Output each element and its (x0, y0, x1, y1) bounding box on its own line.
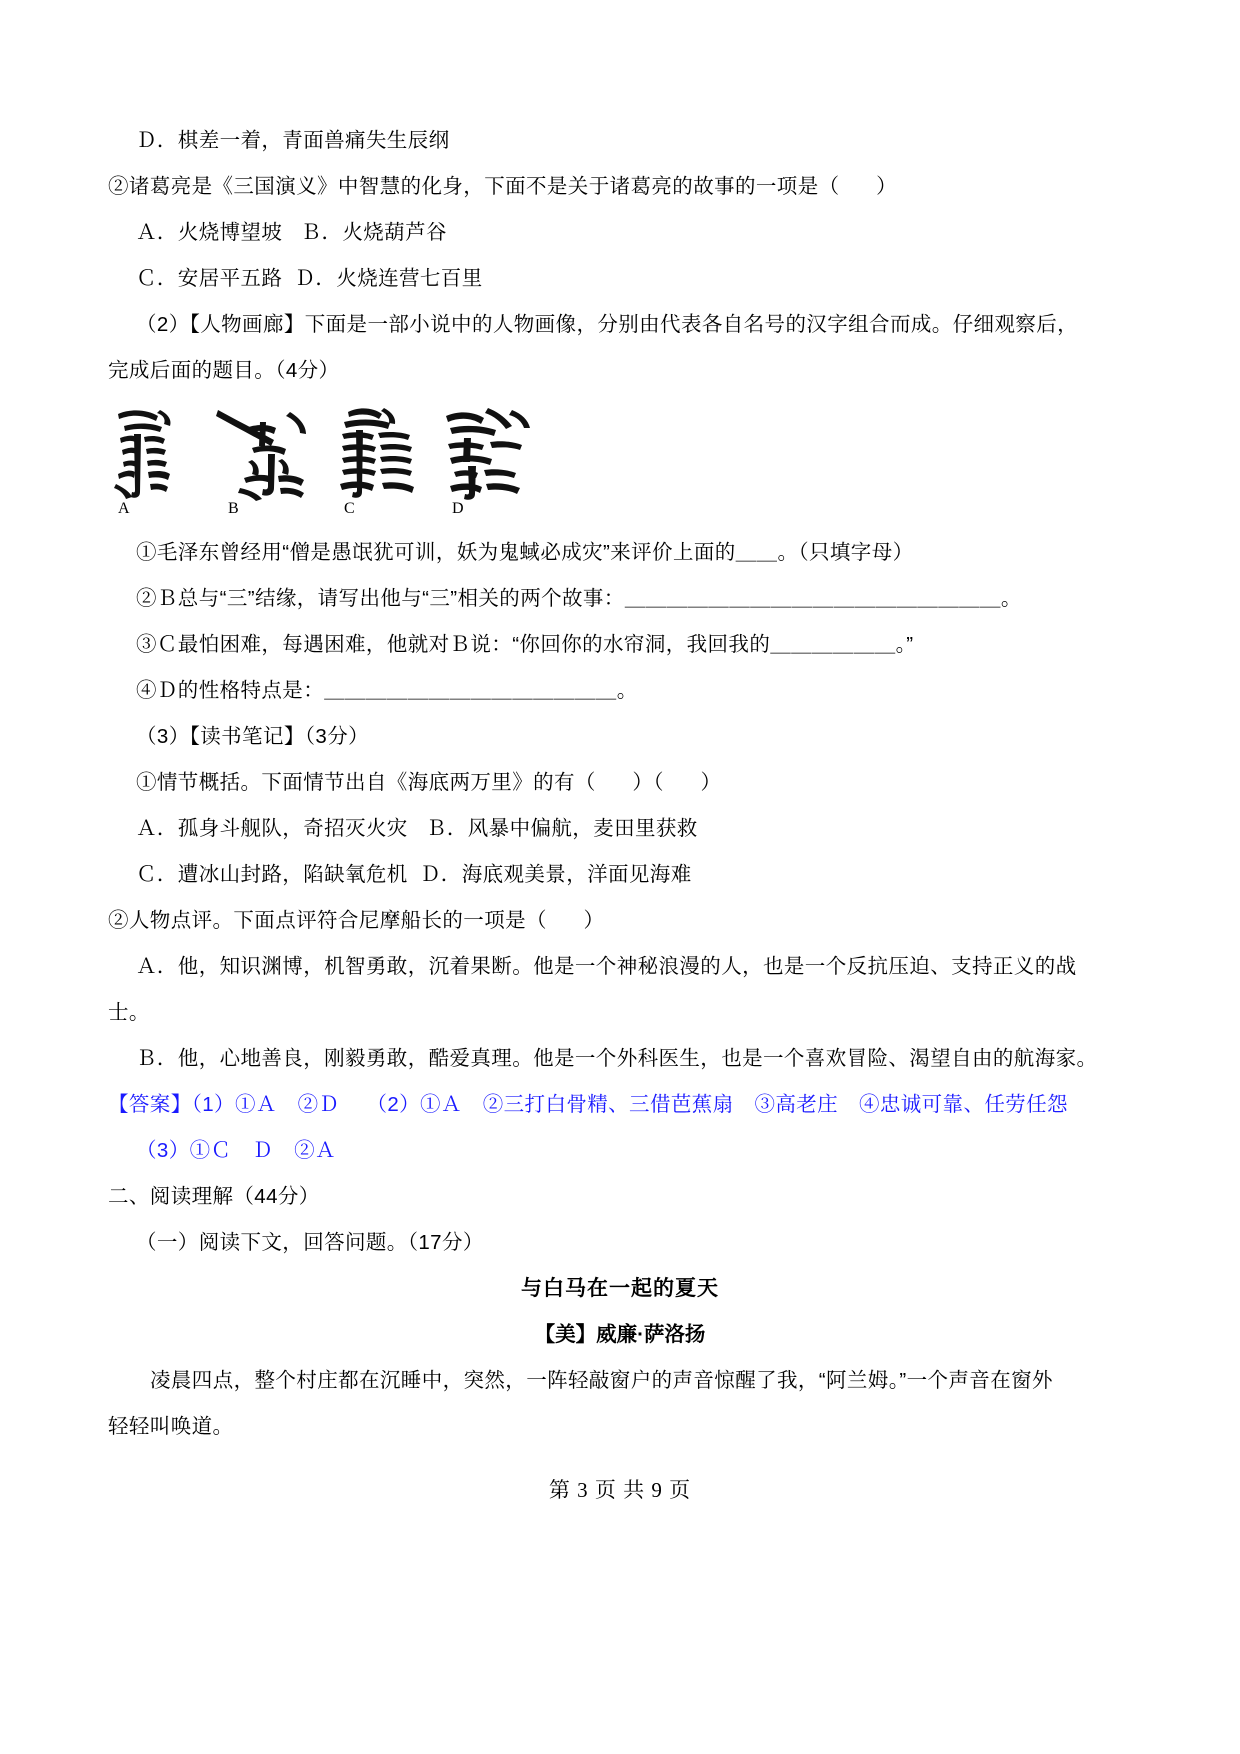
text-line: Ｄ．棋差一着，青面兽痛失生辰纲 (136, 129, 450, 152)
text-line: ④Ｄ的性格特点是：＿＿＿＿＿＿＿＿＿＿＿＿＿＿。 (136, 679, 638, 702)
reading-title: 与白马在一起的夏天 (521, 1277, 719, 1300)
character-portrait-figures (108, 404, 1132, 526)
text-line: ③Ｃ最怕困难，每遇困难，他就对Ｂ说：“你回你的水帘洞，我回我的＿＿＿＿＿＿。” (136, 633, 914, 656)
text-line: ①情节概括。下面情节出自《海底两万里》的有（ ）（ ） (136, 771, 722, 794)
text-line: 完成后面的题目。（4分） (108, 359, 340, 382)
text-line: （2）【人物画廊】下面是一部小说中的人物画像，分别由代表各自名号的汉字组合而成。仔细观察后， (136, 313, 1079, 336)
text-line: （一）阅读下文，回答问题。（17分） (136, 1231, 484, 1254)
figure-label: D (452, 500, 464, 517)
text-line: ②人物点评。下面点评符合尼摩船长的一项是（ ） (108, 909, 605, 932)
text-line: Ｂ．他，心地善良，刚毅勇敢，酷爱真理。他是一个外科医生，也是一个喜欢冒险、渴望自由的航海家。 (136, 1047, 1098, 1070)
reading-paragraph: 凌晨四点，整个村庄都在沉睡中，突然，一阵轻敲窗户的声音惊醒了我，“阿兰姆。”一个声音在窗外 (150, 1369, 1053, 1392)
answer-line: （3）①Ｃ Ｄ ②Ａ (136, 1139, 336, 1162)
text-line: ②Ｂ总与“三”结缘，请写出他与“三”相关的两个故事：＿＿＿＿＿＿＿＿＿＿＿＿＿＿＿＿＿＿。 (136, 587, 1022, 610)
reading-paragraph-cont: 轻轻叫唤道。 (108, 1415, 234, 1438)
figure-a-calligraphy (110, 404, 202, 517)
answer-line: 【答案】（1）①Ａ ②Ｄ （2）①Ａ ②三打白骨精、三借芭蕉扇 ③高老庄 ④忠诚可靠、任劳任怨 (108, 1093, 1068, 1116)
reading-author: 【美】威廉·萨洛扬 (534, 1323, 706, 1346)
text-line: Ａ．火烧博望坡 Ｂ．火烧葫芦谷 (136, 221, 447, 244)
section-heading: 二、阅读理解（44分） (108, 1185, 320, 1208)
page-footer: 第 3 页 共 9 页 (548, 1478, 692, 1502)
text-line: Ａ．孤身斗舰队，奇招灭火灾 Ｂ．风暴中偏航，麦田里获救 (136, 817, 698, 840)
text-line: ②诸葛亮是《三国演义》中智慧的化身，下面不是关于诸葛亮的故事的一项是（ ） (108, 175, 897, 198)
text-line: 士。 (108, 1001, 150, 1024)
figure-label: B (228, 500, 239, 517)
figure-c-calligraphy (334, 404, 426, 517)
document-body (108, 118, 1132, 1450)
text-line: （3）【读书笔记】（3分） (136, 725, 370, 748)
figure-label: C (344, 500, 355, 517)
text-line: Ｃ．遭冰山封路，陷缺氧危机 Ｄ．海底观美景，洋面见海难 (136, 863, 692, 886)
figure-d-calligraphy (440, 404, 532, 517)
text-line: Ｃ．安居平五路 Ｄ．火烧连营七百里 (136, 267, 483, 290)
figure-label: A (118, 500, 130, 517)
text-line: Ａ．他，知识渊博，机智勇敢，沉着果断。他是一个神秘浪漫的人，也是一个反抗压迫、支持正义的战 (136, 955, 1077, 978)
figure-b-calligraphy (216, 404, 308, 517)
text-line: ①毛泽东曾经用“僧是愚氓犹可训，妖为鬼蜮必成灾”来评价上面的＿＿。（只填字母） (136, 541, 914, 564)
